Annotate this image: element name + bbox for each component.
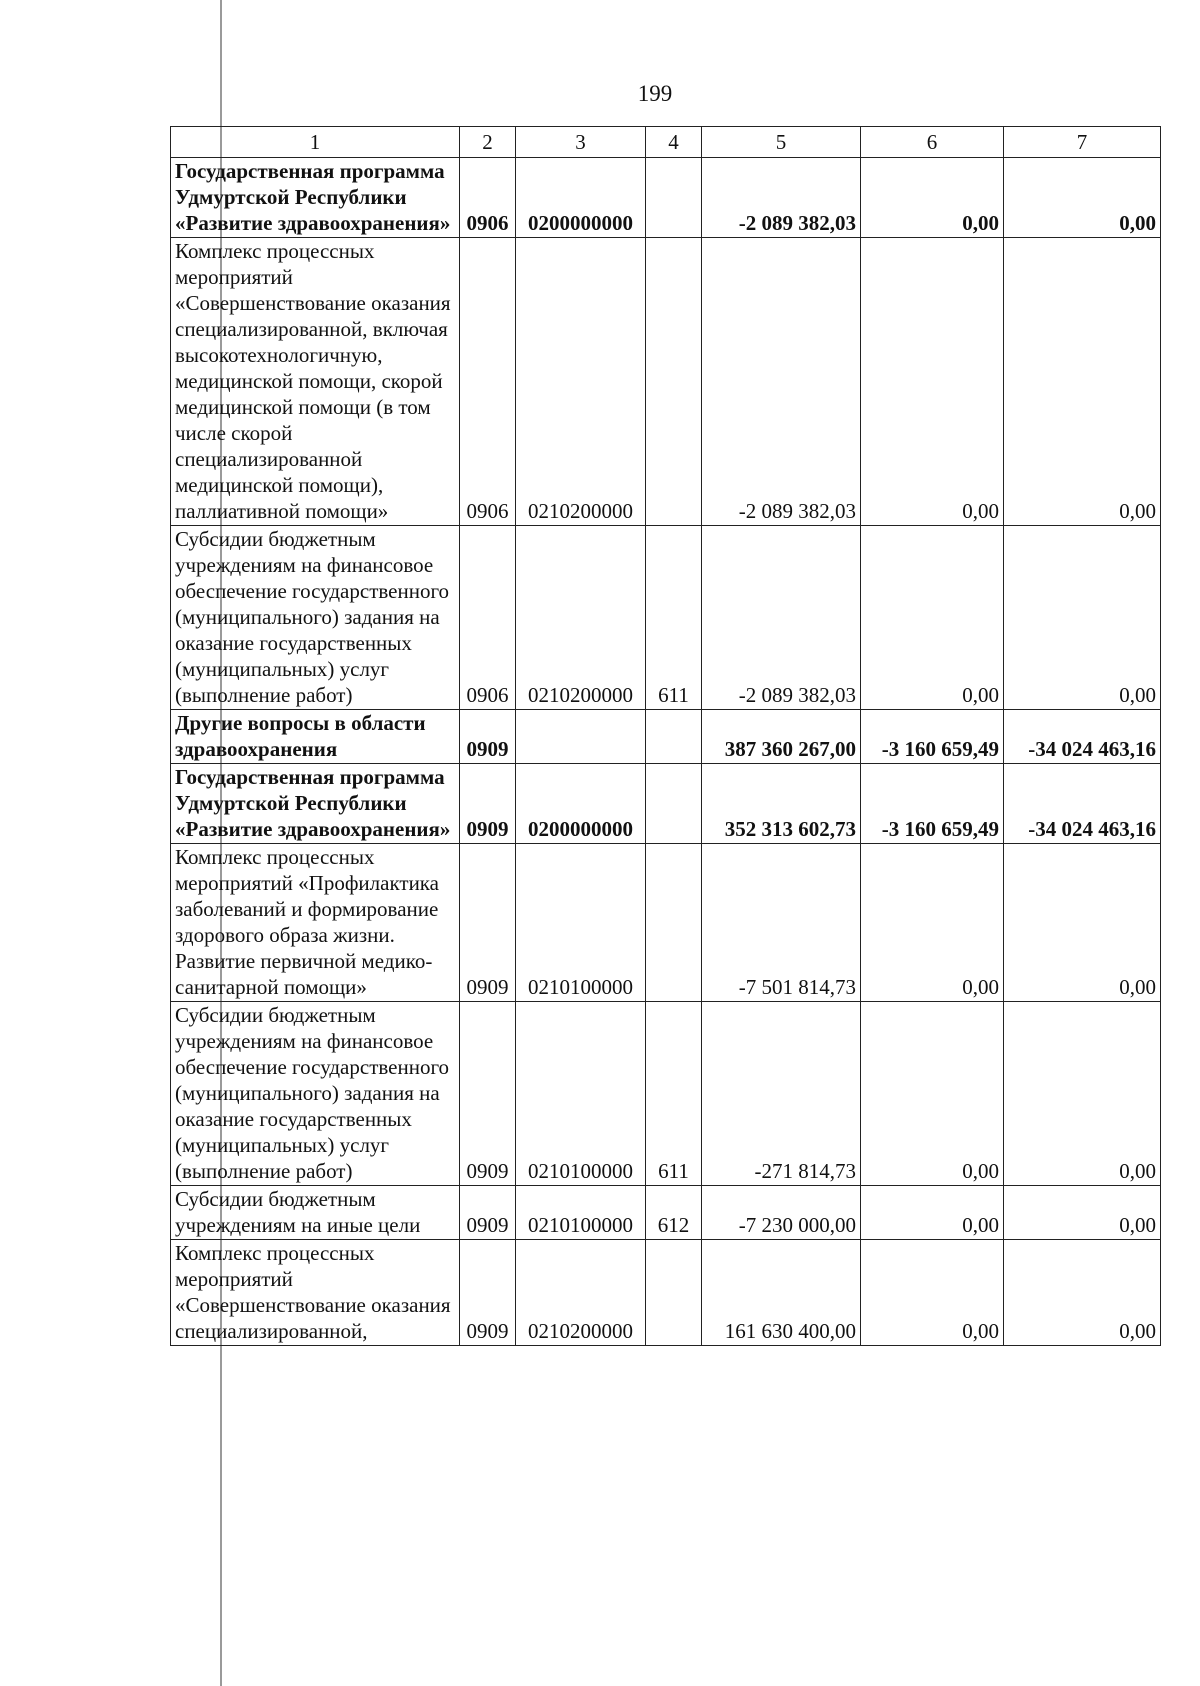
budget-table xyxy=(170,126,1161,1346)
amount-col6: -3 160 659,49 xyxy=(861,710,1004,764)
amount-col7: 0,00 xyxy=(1004,1186,1161,1240)
section-code: 0909 xyxy=(460,710,516,764)
table-header-row xyxy=(171,127,1161,158)
row-name: Субсидии бюджетным учреждениям на финансовое обеспечение государственного (муниципального) задания на оказание государственных (муниципальных) услуг (выполнение работ) xyxy=(171,526,460,710)
expense-type-code: 611 xyxy=(646,526,702,710)
table-row xyxy=(171,844,1161,1002)
amount-col6: -3 160 659,49 xyxy=(861,764,1004,844)
expense-type-code xyxy=(646,1240,702,1346)
amount-col5: 387 360 267,00 xyxy=(702,710,861,764)
amount-col6: 0,00 xyxy=(861,526,1004,710)
row-name: Комплекс процессных мероприятий «Совершенствование оказания специализированной, включая высокотехнологичную, медицинской помощи, скорой медицинской помощи (в том числе скорой специализированной медицинской помощи), паллиативной помощи» xyxy=(171,238,460,526)
expense-type-code xyxy=(646,710,702,764)
table-row xyxy=(171,1186,1161,1240)
amount-col7: 0,00 xyxy=(1004,158,1161,238)
amount-col6: 0,00 xyxy=(861,1002,1004,1186)
row-name: Государственная программа Удмуртской Республики «Развитие здравоохранения» xyxy=(171,158,460,238)
target-article-code: 0210200000 xyxy=(516,1240,646,1346)
amount-col5: -2 089 382,03 xyxy=(702,238,861,526)
section-code: 0909 xyxy=(460,1240,516,1346)
amount-col5: -7 230 000,00 xyxy=(702,1186,861,1240)
header-cell: 7 xyxy=(1004,127,1161,158)
section-code: 0909 xyxy=(460,844,516,1002)
target-article-code: 0200000000 xyxy=(516,764,646,844)
amount-col5: -271 814,73 xyxy=(702,1002,861,1186)
amount-col6: 0,00 xyxy=(861,238,1004,526)
amount-col7: 0,00 xyxy=(1004,1002,1161,1186)
header-cell: 6 xyxy=(861,127,1004,158)
amount-col5: 161 630 400,00 xyxy=(702,1240,861,1346)
row-name: Другие вопросы в области здравоохранения xyxy=(171,710,460,764)
expense-type-code: 611 xyxy=(646,1002,702,1186)
amount-col5: -7 501 814,73 xyxy=(702,844,861,1002)
amount-col6: 0,00 xyxy=(861,1186,1004,1240)
row-name: Комплекс процессных мероприятий «Профилактика заболеваний и формирование здорового образа жизни. Развитие первичной медико-санитарной помощи» xyxy=(171,844,460,1002)
amount-col7: 0,00 xyxy=(1004,526,1161,710)
target-article-code xyxy=(516,710,646,764)
header-cell: 3 xyxy=(516,127,646,158)
amount-col5: 352 313 602,73 xyxy=(702,764,861,844)
header-cell: 1 xyxy=(171,127,460,158)
amount-col7: 0,00 xyxy=(1004,238,1161,526)
amount-col6: 0,00 xyxy=(861,844,1004,1002)
row-name: Государственная программа Удмуртской Республики «Развитие здравоохранения» xyxy=(171,764,460,844)
row-name: Комплекс процессных мероприятий «Совершенствование оказания специализированной, xyxy=(171,1240,460,1346)
row-name: Субсидии бюджетным учреждениям на иные цели xyxy=(171,1186,460,1240)
table-row xyxy=(171,710,1161,764)
amount-col5: -2 089 382,03 xyxy=(702,158,861,238)
target-article-code: 0210200000 xyxy=(516,238,646,526)
amount-col7: -34 024 463,16 xyxy=(1004,764,1161,844)
table-row xyxy=(171,764,1161,844)
expense-type-code xyxy=(646,158,702,238)
target-article-code: 0210200000 xyxy=(516,526,646,710)
target-article-code: 0210100000 xyxy=(516,1002,646,1186)
row-name: Субсидии бюджетным учреждениям на финансовое обеспечение государственного (муниципального) задания на оказание государственных (муниципальных) услуг (выполнение работ) xyxy=(171,1002,460,1186)
target-article-code: 0210100000 xyxy=(516,1186,646,1240)
table-row xyxy=(171,1240,1161,1346)
expense-type-code xyxy=(646,764,702,844)
target-article-code: 0200000000 xyxy=(516,158,646,238)
amount-col6: 0,00 xyxy=(861,1240,1004,1346)
header-cell: 2 xyxy=(460,127,516,158)
header-cell: 5 xyxy=(702,127,861,158)
section-code: 0909 xyxy=(460,764,516,844)
amount-col7: 0,00 xyxy=(1004,844,1161,1002)
section-code: 0906 xyxy=(460,158,516,238)
amount-col6: 0,00 xyxy=(861,158,1004,238)
expense-type-code: 612 xyxy=(646,1186,702,1240)
amount-col7: 0,00 xyxy=(1004,1240,1161,1346)
table-row xyxy=(171,158,1161,238)
section-code: 0906 xyxy=(460,238,516,526)
section-code: 0906 xyxy=(460,526,516,710)
header-cell: 4 xyxy=(646,127,702,158)
section-code: 0909 xyxy=(460,1186,516,1240)
table-row xyxy=(171,526,1161,710)
target-article-code: 0210100000 xyxy=(516,844,646,1002)
table-row xyxy=(171,238,1161,526)
amount-col5: -2 089 382,03 xyxy=(702,526,861,710)
table-row xyxy=(171,1002,1161,1186)
page-number: 199 xyxy=(637,81,673,106)
amount-col7: -34 024 463,16 xyxy=(1004,710,1161,764)
expense-type-code xyxy=(646,238,702,526)
section-code: 0909 xyxy=(460,1002,516,1186)
expense-type-code xyxy=(646,844,702,1002)
